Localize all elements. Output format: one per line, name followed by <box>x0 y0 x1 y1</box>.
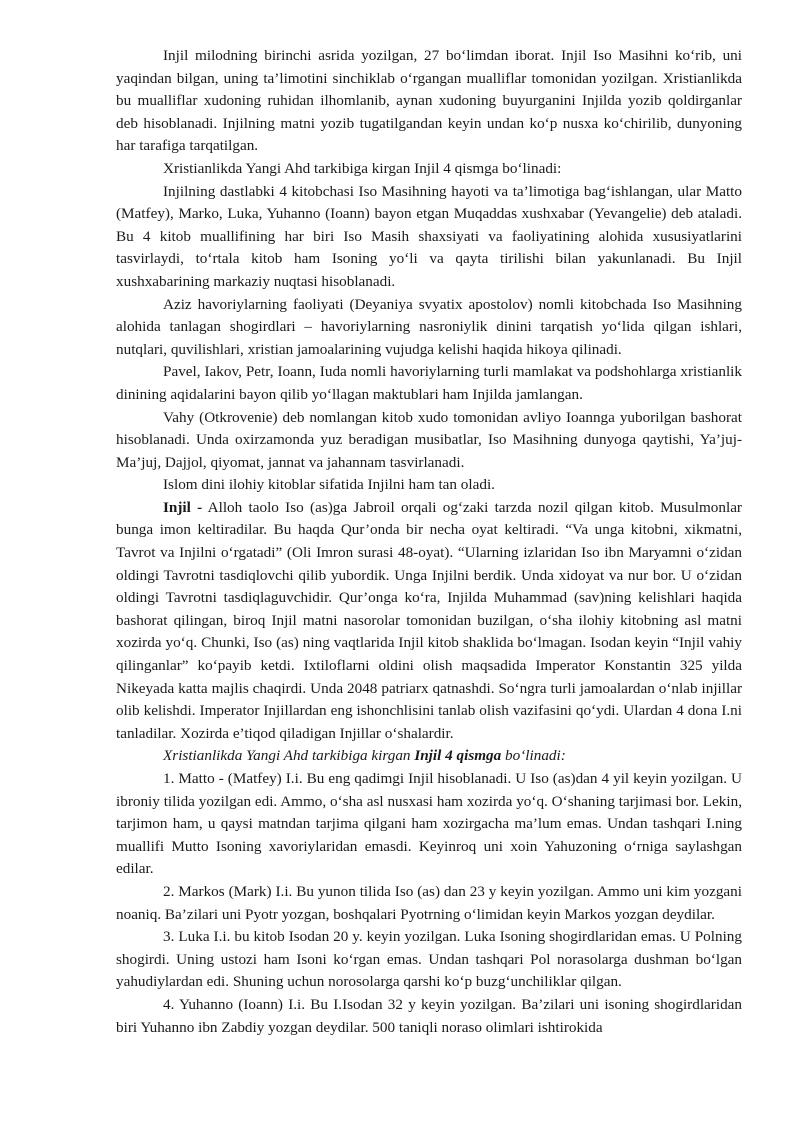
list-item: 1. Matto - (Matfey) I.i. Bu eng qadimgi Injil hisoblanadi. U Iso (as)dan 4 yil keyin yozilgan. U ibroniy tilida yozilgan edi. Ammo, o‘sha asl nusxasi ham xozirda yo‘q. O‘shaning tarjimasi bor. Lekin, tarjimon ham, u qaysi matndan tarjima qilgani ham xozirgacha ma’lum emas. Undan tashqari I.ning muallifi Mutto Isoning xavoriylaridan emasdi. Keyinroq uni xoin Yahuzoning o‘rniga saylashgan edilar. <box>116 770 742 878</box>
heading-text-after: bo‘linadi: <box>501 747 566 765</box>
paragraph: Vahy (Otkrovenie) deb nomlangan kitob xudo tomonidan avliyo Ioannga yuborilgan bashorat hisoblanadi. Unda oxirzamonda yuz beradigan musibatlar, Iso Masihning dunyoga qaytishi, Ya’juj-Ma’juj, Dajjol, qiyomat, jannat va jahannam tasvirlanadi. <box>116 408 742 471</box>
list-item: 2. Markos (Mark) I.i. Bu yunon tilida Iso (as) dan 23 y keyin yozilgan. Ammo uni kim yozgani noaniq. Ba’zilari uni Pyotr yozgan, boshqalari Pyotrning o‘limidan keyin Markos yozgan deydilar. <box>116 882 742 923</box>
paragraph: Pavel, Iakov, Petr, Ioann, Iuda nomli havoriylarning turli mamlakat va podshohlarga xristianlik dinining aqidalarini bayon qilib yo‘llagan maktublari ham Injilda jamlangan. <box>116 363 742 403</box>
section-heading <box>116 745 742 768</box>
paragraph: Injilning dastlabki 4 kitobchasi Iso Masihning hayoti va ta’limotiga bag‘ishlangan, ular Matto (Matfey), Marko, Luka, Yuhanno (Ioann) bayon etgan Muqaddas xushxabar (Yevangelie) deb ataladi. Bu 4 kitob muallifining har biri Iso Masih shaxsiyati va faoliyatining alohida xususiyatlarini tasvirlaydi, to‘rtala kitob ham Isoning yo‘li va qayta tirilishi bilan yakunlanadi. Bu Injil xushxabarining markaziy nuqtasi hisoblanadi. <box>116 182 742 290</box>
document-page <box>116 45 742 1039</box>
heading-text-bold: Injil 4 qismga <box>414 747 502 765</box>
injil-definition-text: Alloh taolo Iso (as)ga Jabroil orqali og‘zaki tarzda nozil qilgan kitob. Musulmonlar bunga imon keltiradilar. Bu haqda Qur’onda bir necha oyat keltiradi. “Va unga kitobni, xikmatni, Tavrot va Injilni o‘rgatadi” (Oli Imron surasi 48-oyat). “Ularning izlaridan Iso ibn Maryamni o‘zidan oldingi Tavrotni tasdiqlovchi qilib yubordik. Unga Injilni berdik. Unda xidoyat va nur bor. U o‘zidan oldingi Tavrotni tasdiqlaguvchidir. Qur’onga ko‘ra, Injilda Muhammad (sav)ning kelishlari haqida bashorat qilingan, biroq Injil matni nasorolar tomonidan buzilgan, o‘sha ilohiy kitobning asl matni xozirda yo‘q. Chunki, Iso (as) ning vaqtlarida Injil kitob shaklida bo‘lmagan. Isodan keyin “Injil vahiy qilinganlar” ko‘payib ketdi. Ixtiloflarni oldini olish maqsadida Imperator Konstantin 325 yilda Nikeyada katta majlis chaqirdi. Unda 2048 patriarx qatnashdi. So‘ngra turli jamoalardan o‘nlab injillar olib kelishdi. Imperator Injillardan eng ishonchlisini tanlab olish vazifasini qo‘ydi. Ulardan 4 dona I.ni tanladilar. Xozirda e’tiqod qiladigan Injillar o‘shalardir. <box>116 498 742 742</box>
paragraph: Aziz havoriylarning faoliyati (Deyaniya svyatix apostolov) nomli kitobchada Iso Masihning alohida tanlagan shogirdlari – havoriylarning nasroniylik dinini tarqatish yo‘lida qilgan ishlari, nutqlari, quvilishlari, xristian jamoalarining vujudga kelishi haqida hikoya qilinadi. <box>116 295 742 358</box>
list-item: 4. Yuhanno (Ioann) I.i. Bu I.Isodan 32 y keyin yozilgan. Ba’zilari uni isoning shogirdlaridan biri Yuhanno ibn Zabdiy yozgan deydilar. 500 taniqli noraso olimlari ishtirokida <box>116 995 742 1036</box>
paragraph: Islom dini ilohiy kitoblar sifatida Injilni ham tan oladi. <box>163 476 495 494</box>
list-item: 3. Luka I.i. bu kitob Isodan 20 y. keyin yozilgan. Luka Isoning shogirdlaridan emas. U Polning shogirdi. Uning ustozi ham Isoni ko‘rgan emas. Undan tashqari Pol norasolarga dushman bo‘lgan yahudiylardan edi. Shuning uchun norosolarga qarshi ko‘p buzg‘unchiliklar qilgan. <box>116 928 742 991</box>
paragraph: Injil milodning birinchi asrida yozilgan, 27 bo‘limdan iborat. Injil Iso Masihni ko‘rib, uni yaqindan bilgan, uning ta’limotini sinchiklab o‘rgangan mualliflar tomonidan yozilgan. Xristianlikda bu mualliflar xudoning ruhidan ilhomlanib, aynan xudoning buyurganini Injilda yozib qoldirganlar deb hisoblanadi. Injilning matni yozib tugatilgandan keyin undan ko‘p nusxa ko‘chirilib, dunyoning har tarafiga tarqatilgan. <box>116 47 742 155</box>
injil-term: Injil - <box>163 498 203 516</box>
paragraph: Xristianlikda Yangi Ahd tarkibiga kirgan Injil 4 qismga bo‘linadi: <box>163 159 562 177</box>
injil-definition-paragraph <box>116 497 742 746</box>
heading-text-before: Xristianlikda Yangi Ahd tarkibiga kirgan <box>163 747 415 765</box>
